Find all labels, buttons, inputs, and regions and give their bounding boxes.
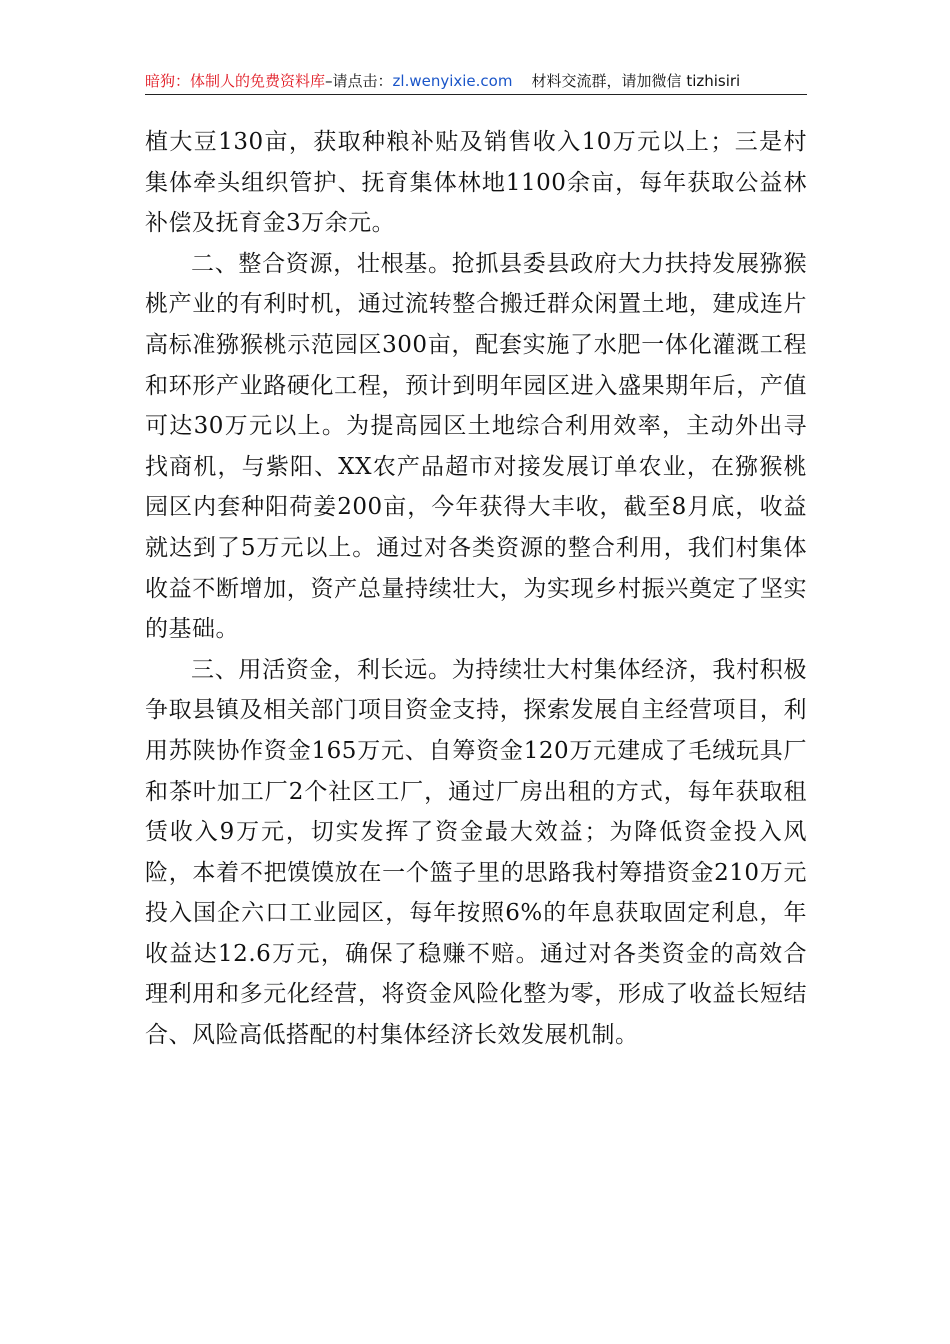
paragraph-use-funds: 三、用活资金，利长远。为持续壮大村集体经济，我村积极争取县镇及相关部门项目资金支持，探索发展自主经营项目，利用苏陕协作资金165万元、自筹资金120万元建成了毛绒玩具厂和茶叶加工厂2个社区工厂，通过厂房出租的方式，每年获取租赁收入9万元，切实发挥了资金最大效益；为降低资金投入风险，本着不把馍馍放在一个篮子里的思路我村筹措资金210万元投入国企六口工业园区，每年按照6%的年息获取固定利息，年收益达12.6万元，确保了稳赚不赔。通过对各类资金的高效合理利用和多元化经营，将资金风险化整为零，形成了收益长短结合、风险高低搭配的村集体经济长效发展机制。 [145, 656, 807, 1049]
document-body [145, 122, 807, 1056]
header-contact-text: 材料交流群，请加微信 tizhisiri [531, 72, 741, 90]
header-divider [145, 94, 807, 95]
header-brand: 暗狗：体制人的免费资料库 [145, 72, 326, 90]
paragraph-integrate-resources: 二、整合资源，壮根基。抢抓县委县政府大力扶持发展猕猴桃产业的有利时机，通过流转整合搬迁群众闲置土地，建成连片高标准猕猴桃示范园区300亩，配套实施了水肥一体化灌溉工程和环形产业路硬化工程，预计到明年园区进入盛果期年后，产值可达30万元以上。为提高园区土地综合利用效率，主动外出寻找商机，与紫阳、XX农产品超市对接发展订单农业，在猕猴桃园区内套种阳荷姜200亩，今年获得大丰收，截至8月底，收益就达到了5万元以上。通过对各类资源的整合利用，我们村集体收益不断增加，资产总量持续壮大，为实现乡村振兴奠定了坚实的基础。 [145, 250, 807, 643]
header-prompt: –请点击： [325, 72, 393, 90]
paragraph-continuation: 植大豆130亩，获取种粮补贴及销售收入10万元以上；三是村集体牵头组织管护、抚育集体林地1100余亩，每年获取公益林补偿及抚育金3万余元。 [145, 129, 807, 237]
header-url-link[interactable]: zl.wenyixie.com [392, 72, 513, 90]
header-contact [512, 72, 740, 90]
page-header [145, 70, 805, 96]
